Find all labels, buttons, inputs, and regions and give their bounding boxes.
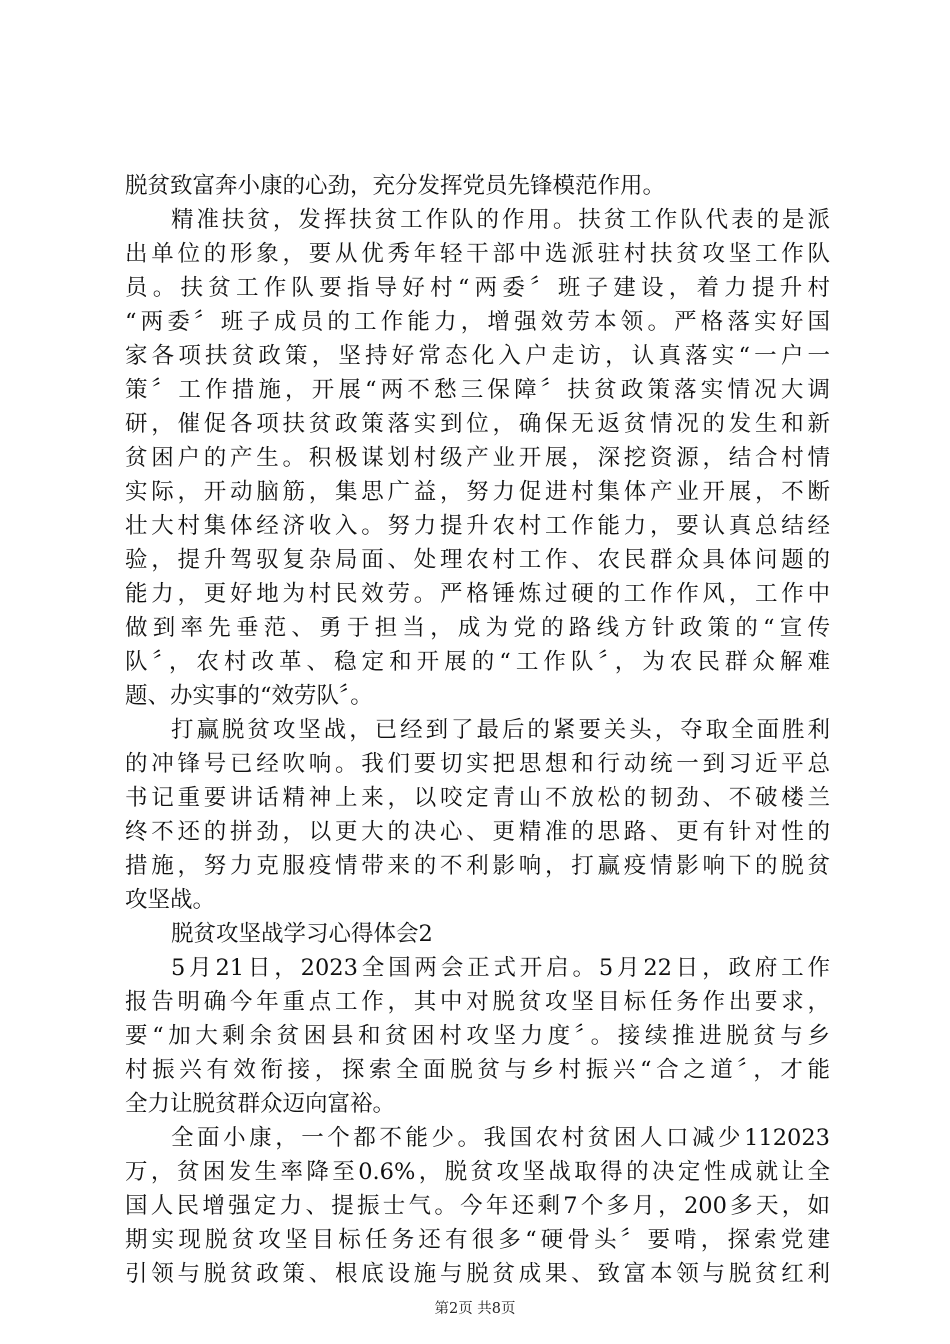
body-line: 研，催促各项扶贫政策落实到位，确保无返贫情况的发生和新 [125,411,830,437]
body-line: 国人民增强定力、提振士气。今年还剩7个多月，200多天，如 [125,1193,830,1219]
body-line: 队〞，农村改革、稳定和开展的“工作队〞，为农民群众解难 [125,649,830,675]
body-line: 期实现脱贫攻坚目标任务还有很多“硬骨头〞要啃，探索党建 [125,1227,830,1253]
body-line: 做到率先垂范、勇于担当，成为党的路线方针政策的“宣传 [125,615,830,641]
paragraph-start-line: 精准扶贫，发挥扶贫工作队的作用。扶贫工作队代表的是派 [171,207,830,233]
body-line: 家各项扶贫政策，坚持好常态化入户走访，认真落实“一户一 [125,343,830,369]
body-line: 验，提升驾驭复杂局面、处理农村工作、农民群众具体问题的 [125,547,830,573]
body-line: 出单位的形象，要从优秀年轻干部中选派驻村扶贫攻坚工作队 [125,241,830,267]
paragraph-start-line: 打赢脱贫攻坚战，已经到了最后的紧要关头，夺取全面胜利 [171,717,830,743]
body-line: 引领与脱贫政策、根底设施与脱贫成果、致富本领与脱贫红利 [125,1261,830,1287]
body-line: 脱贫致富奔小康的心劲，充分发挥党员先锋模范作用。 [125,173,666,199]
body-line: 要“加大剩余贫困县和贫困村攻坚力度〞。接续推进脱贫与乡 [125,1023,830,1049]
body-line: 能力，更好地为村民效劳。严格锤炼过硬的工作作风，工作中 [125,581,830,607]
body-line: 措施，努力克服疫情带来的不利影响，打赢疫情影响下的脱贫 [125,853,830,879]
body-line: 贫困户的产生。积极谋划村级产业开展，深挖资源，结合村情 [125,445,830,471]
body-line: 书记重要讲话精神上来，以咬定青山不放松的韧劲、不破楼兰 [125,785,830,811]
body-line: 终不还的拼劲，以更大的决心、更精准的思路、更有针对性的 [125,819,830,845]
paragraph-start-line: 全面小康，一个都不能少。我国农村贫困人口减少112023 [171,1125,830,1151]
body-line: 壮大村集体经济收入。努力提升农村工作能力，要认真总结经 [125,513,830,539]
body-line: 的冲锋号已经吹响。我们要切实把思想和行动统一到习近平总 [125,751,830,777]
section-heading: 脱贫攻坚战学习心得体会2 [171,921,433,947]
body-line: 员。扶贫工作队要指导好村“两委〞班子建设，着力提升村 [125,275,830,301]
body-line: 策〞工作措施，开展“两不愁三保障〞扶贫政策落实情况大调 [125,377,830,403]
page-number-footer: 第2页 共8页 [434,1301,516,1317]
body-line: 实际，开动脑筋，集思广益，努力促进村集体产业开展，不断 [125,479,830,505]
body-line: 万，贫困发生率降至0.6%，脱贫攻坚战取得的决定性成就让全 [125,1159,830,1185]
body-line: 攻坚战。 [125,887,216,913]
body-line: 村振兴有效衔接，探索全面脱贫与乡村振兴“合之道〞，才能 [125,1057,830,1083]
body-line: “两委〞班子成员的工作能力，增强效劳本领。严格落实好国 [125,309,830,335]
body-line: 全力让脱贫群众迈向富裕。 [125,1091,396,1117]
paragraph-start-line: 5月21日，2023全国两会正式开启。5月22日，政府工作 [171,955,830,981]
body-line: 报告明确今年重点工作，其中对脱贫攻坚目标任务作出要求， [125,989,830,1015]
body-line: 题、办实事的“效劳队〞。 [125,683,373,709]
